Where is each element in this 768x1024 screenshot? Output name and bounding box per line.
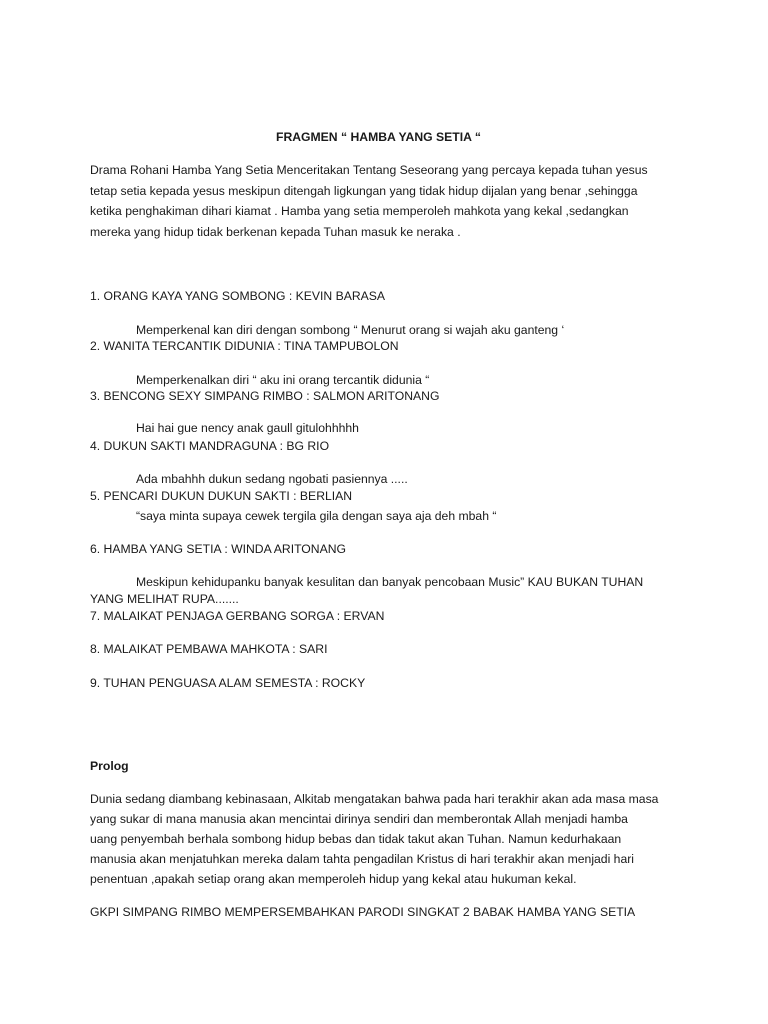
- cast-line-1: Memperkenal kan diri dengan sombong “ Menurut orang si wajah aku ganteng ‘: [136, 323, 565, 337]
- prolog-line-4: manusia akan menjatuhkan mereka dalam tahta pengadilan Kristus di hari terakhir akan menjadi hari: [90, 852, 635, 866]
- cast-line-3: Hai hai gue nency anak gaull gitulohhhhh: [136, 421, 359, 435]
- prolog-line-1: Dunia sedang diambang kebinasaan, Alkitab mengatakan bahwa pada hari terakhir akan ada masa masa: [90, 792, 659, 806]
- cast-line-6: Meskipun kehidupanku banyak kesulitan dan banyak pencobaan Music” KAU BUKAN TUHAN: [136, 575, 644, 589]
- cast-role-5: 5. PENCARI DUKUN DUKUN SAKTI : BERLIAN: [90, 489, 353, 503]
- cast-role-9: 9. TUHAN PENGUASA ALAM SEMESTA : ROCKY: [90, 676, 366, 690]
- cast-role-7: 7. MALAIKAT PENJAGA GERBANG SORGA : ERVAN: [90, 609, 385, 623]
- intro-line-2: tetap setia kepada yesus meskipun ditengah ligkungan yang tidak hidup dijalan yang benar ,sehingga: [90, 184, 638, 198]
- cast-role-8: 8. MALAIKAT PEMBAWA MAHKOTA : SARI: [90, 642, 328, 656]
- document-title: FRAGMEN “ HAMBA YANG SETIA “: [276, 130, 481, 144]
- intro-line-1: Drama Rohani Hamba Yang Setia Menceritakan Tentang Seseorang yang percaya kepada tuhan yesus: [90, 163, 648, 177]
- prolog-heading: Prolog: [90, 759, 129, 773]
- prolog-line-5: penentuan ,apakah setiap orang akan memperoleh hidup yang kekal atau hukuman kekal.: [90, 872, 577, 886]
- cast-line-4: Ada mbahhh dukun sedang ngobati pasiennya .....: [136, 472, 408, 486]
- cast-role-3: 3. BENCONG SEXY SIMPANG RIMBO : SALMON ARITONANG: [90, 389, 440, 403]
- cast-role-4: 4. DUKUN SAKTI MANDRAGUNA : BG RIO: [90, 439, 330, 453]
- cast-line-6-continued: YANG MELIHAT RUPA.......: [90, 592, 239, 606]
- cast-line-2: Memperkenalkan diri “ aku ini orang tercantik didunia “: [136, 373, 430, 387]
- prolog-line-3: uang penyembah berhala sombong hidup bebas dan tidak takut akan Tuhan. Namun kedurhakaan: [90, 832, 622, 846]
- cast-role-6: 6. HAMBA YANG SETIA : WINDA ARITONANG: [90, 542, 346, 556]
- cast-role-1: 1. ORANG KAYA YANG SOMBONG : KEVIN BARASA: [90, 289, 386, 303]
- prolog-line-2: yang sukar di mana manusia akan mencintai dirinya sendiri dan memberontak Allah menjadi hamba: [90, 812, 628, 826]
- closing-line: GKPI SIMPANG RIMBO MEMPERSEMBAHKAN PARODI SINGKAT 2 BABAK HAMBA YANG SETIA: [90, 905, 636, 919]
- intro-line-3: ketika penghakiman dihari kiamat . Hamba yang setia memperoleh mahkota yang kekal ,sedangkan: [90, 204, 629, 218]
- cast-line-5: “saya minta supaya cewek tergila gila dengan saya aja deh mbah “: [136, 509, 497, 523]
- intro-line-4: mereka yang hidup tidak berkenan kepada Tuhan masuk ke neraka .: [90, 225, 461, 239]
- cast-role-2: 2. WANITA TERCANTIK DIDUNIA : TINA TAMPUBOLON: [90, 339, 399, 353]
